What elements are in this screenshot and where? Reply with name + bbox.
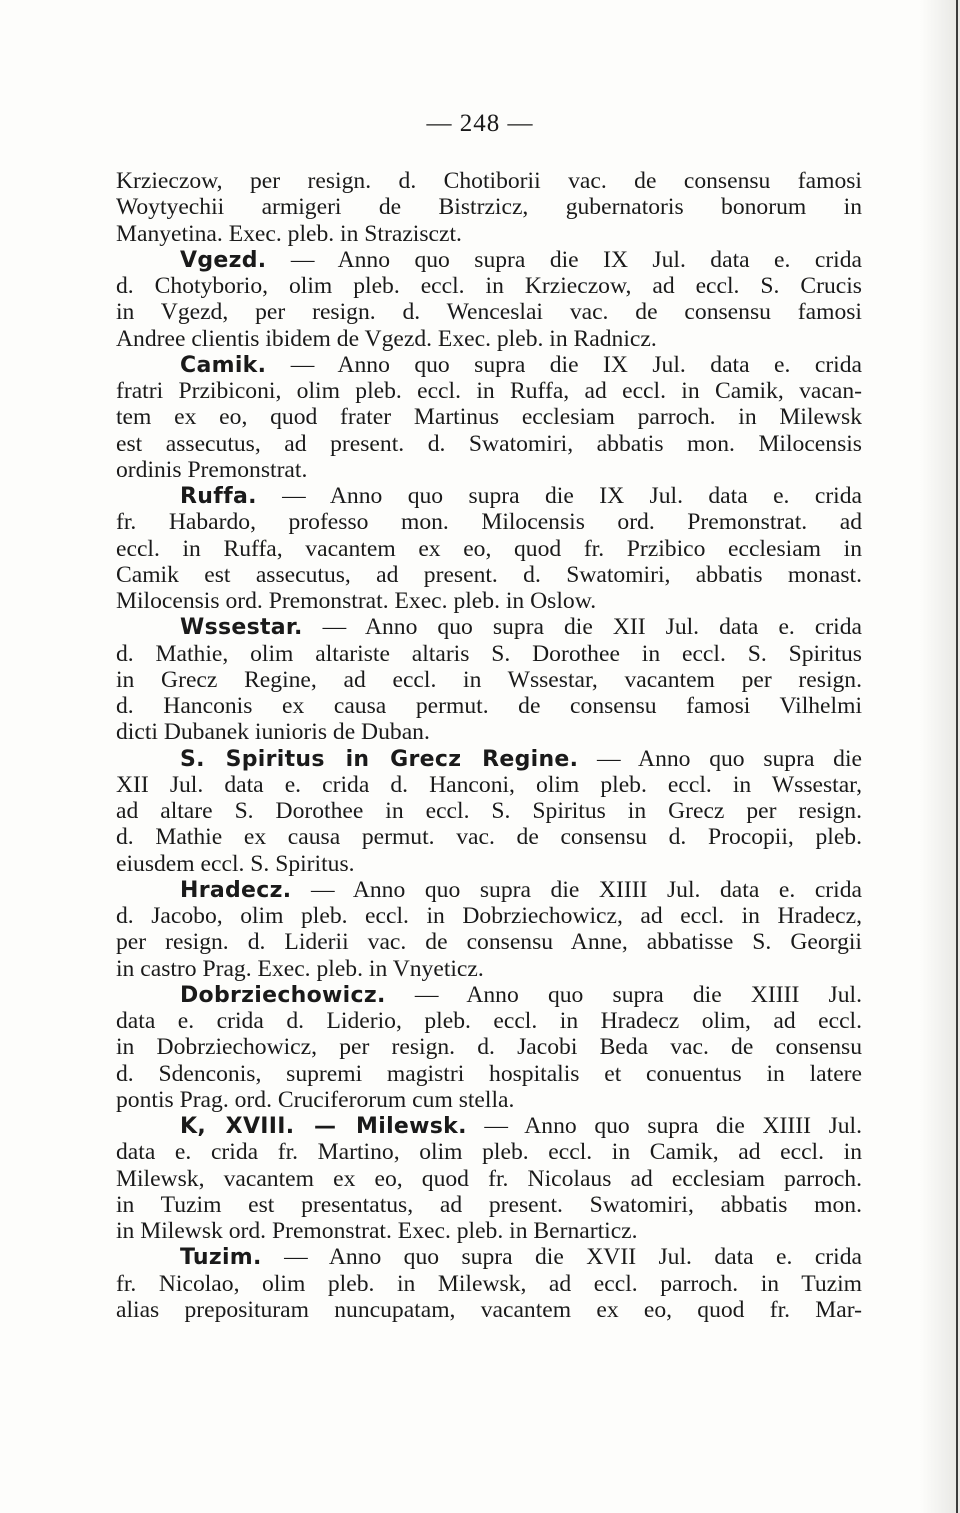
text-line — [116, 1218, 862, 1244]
text-line — [116, 378, 862, 404]
text-line — [116, 772, 862, 798]
line-text: d. Sdenconis, supremi magistri hospitalis et conuentus in latere — [116, 1060, 862, 1087]
line-text: Milewsk, vacantem ex eo, quod fr. Nicolaus ad ecclesiam parroch. — [116, 1165, 862, 1192]
line-text: Woytyechii armigeri de Bistrzicz, gubernatoris bonorum in — [116, 194, 862, 221]
text-line — [116, 588, 862, 614]
line-text: — Anno quo supra die — [578, 745, 862, 772]
line-text: Andree clientis ibidem de Vgezd. Exec. pleb. in Radnicz. — [116, 325, 657, 352]
line-text: d. Hanconis ex causa permut. de consensu famosi Vilhelmi — [116, 693, 862, 719]
entry-heading-line — [116, 247, 862, 273]
text-line — [116, 562, 862, 588]
line-text: — Anno quo supra die XIIII Jul. — [466, 1113, 862, 1139]
text-line — [116, 956, 862, 982]
text-line — [116, 1271, 862, 1297]
line-text: d. Chotyborio, olim pleb. eccl. in Krzieczow, ad eccl. S. Crucis — [116, 273, 862, 299]
entry-headword: Dobrziechowicz. — [180, 982, 386, 1008]
line-text: est assecutus, ad present. d. Swatomiri, abbatis mon. Milocensis — [116, 430, 862, 457]
line-text: Milocensis ord. Premonstrat. Exec. pleb. in Oslow. — [116, 588, 597, 614]
entry-headword: K, XVIII. — Milewsk. — [180, 1114, 467, 1139]
line-text: in Grecz Regine, ad eccl. in Wssestar, vacantem per resign. — [116, 666, 862, 693]
line-text: per resign. d. Liderii vac. de consensu Anne, abbatisse S. Georgii — [116, 929, 862, 956]
line-text: Krzieczow, per resign. d. Chotiborii vac. de consensu famosi — [116, 168, 862, 194]
line-text: fr. Nicolao, olim pleb. in Milewsk, ad eccl. parroch. in Tuzim — [116, 1270, 862, 1297]
line-text: — Anno quo supra die XIIII Jul. data e. crida — [291, 876, 862, 903]
line-text: fr. Habardo, professo mon. Milocensis ord. Premonstrat. ad — [116, 509, 862, 536]
text-line — [116, 798, 862, 824]
entry-headword: Camik. — [180, 352, 267, 378]
line-text: pontis Prag. ord. Cruciferorum cum stella. — [116, 1086, 515, 1113]
line-text: — Anno quo supra die XIIII Jul. — [385, 981, 862, 1008]
line-text: in Milewsk ord. Premonstrat. Exec. pleb. in Bernarticz. — [116, 1218, 638, 1244]
line-text: Camik est assecutus, ad present. d. Swatomiri, abbatis monast. — [116, 561, 862, 588]
text-line — [116, 1087, 862, 1113]
text-line — [116, 168, 862, 194]
text-line — [116, 1034, 862, 1060]
line-text: — Anno quo supra die IX Jul. data e. crida — [256, 483, 862, 509]
entry-heading-line — [116, 877, 862, 903]
line-text: — Anno quo supra die XII Jul. data e. crida — [302, 614, 862, 641]
text-line — [116, 299, 862, 325]
entry-heading-line — [116, 614, 862, 640]
line-text: XII Jul. data e. crida d. Hanconi, olim pleb. eccl. in Wssestar, — [116, 771, 862, 798]
text-line — [116, 667, 862, 693]
entry-headword: Ruffa. — [180, 484, 257, 509]
line-text: fratri Przibiconi, olim pleb. eccl. in Ruffa, ad eccl. in Camik, vacan- — [116, 378, 862, 404]
text-line — [116, 929, 862, 955]
text-line — [116, 221, 862, 247]
entry-headword: Vgezd. — [180, 247, 267, 273]
page-edge-line — [956, 0, 958, 1513]
line-text: eccl. in Ruffa, vacantem ex eo, quod fr. Przibico ecclesiam in — [116, 535, 862, 562]
page-number: — 248 — — [426, 110, 534, 137]
entry-headword: Wssestar. — [180, 615, 303, 641]
text-line — [116, 851, 862, 877]
text-line — [116, 273, 862, 299]
text-line — [116, 1297, 862, 1323]
text-line — [116, 1139, 862, 1165]
line-text: in Tuzim est presentatus, ad present. Swatomiri, abbatis mon. — [116, 1191, 862, 1218]
line-text: in Dobrziechowicz, per resign. d. Jacobi Beda vac. de consensu — [116, 1034, 862, 1061]
line-text: data e. crida fr. Martino, olim pleb. eccl. in Camik, ad eccl. in — [116, 1139, 862, 1166]
text-line — [116, 326, 862, 352]
text-line — [116, 903, 862, 929]
line-text: d. Jacobo, olim pleb. eccl. in Dobrziechowicz, ad eccl. in Hradecz, — [116, 903, 862, 929]
line-text: Manyetina. Exec. pleb. in Strazisczt. — [116, 220, 462, 247]
text-line — [116, 457, 862, 483]
text-line — [116, 719, 862, 745]
text-line — [116, 404, 862, 430]
entry-heading-line — [116, 1113, 862, 1139]
text-line — [116, 1008, 862, 1034]
line-text: ordinis Premonstrat. — [116, 456, 308, 483]
line-text: alias preposituram nuncupatam, vacantem ex eo, quod fr. Mar- — [116, 1296, 862, 1323]
body-text — [116, 168, 862, 1323]
entry-heading-line — [116, 1244, 862, 1270]
page-edge-shadow — [920, 0, 960, 1513]
entry-heading-line — [116, 352, 862, 378]
entry-headword: Tuzim. — [180, 1245, 262, 1271]
text-line — [116, 1166, 862, 1192]
line-text: — Anno quo supra die IX Jul. data e. crida — [266, 351, 862, 378]
entry-heading-line — [116, 982, 862, 1008]
text-line — [116, 693, 862, 719]
line-text: in castro Prag. Exec. pleb. in Vnyeticz. — [116, 955, 484, 982]
line-text: ad altare S. Dorothee in eccl. S. Spiritus in Grecz per resign. — [116, 798, 862, 824]
entry-heading-line — [116, 483, 862, 509]
line-text: eiusdem eccl. S. Spiritus. — [116, 850, 355, 877]
text-line — [116, 509, 862, 535]
line-text: — Anno quo supra die IX Jul. data e. crida — [266, 246, 862, 273]
line-text: d. Mathie ex causa permut. vac. de consensu d. Procopii, pleb. — [116, 824, 862, 851]
text-line — [116, 536, 862, 562]
text-line — [116, 824, 862, 850]
entry-headword: S. Spiritus in Grecz Regine. — [180, 746, 579, 772]
line-text: tem ex eo, quod frater Martinus ecclesiam parroch. in Milewsk — [116, 404, 862, 431]
text-line — [116, 1192, 862, 1218]
text-line — [116, 1061, 862, 1087]
text-line — [116, 194, 862, 220]
line-text: dicti Dubanek iunioris de Duban. — [116, 719, 430, 746]
entry-headword: Hradecz. — [180, 877, 292, 903]
text-line — [116, 641, 862, 667]
line-text: d. Mathie, olim altariste altaris S. Dorothee in eccl. S. Spiritus — [116, 640, 862, 667]
entry-heading-line — [116, 746, 862, 772]
line-text: — Anno quo supra die XVII Jul. data e. crida — [261, 1244, 862, 1271]
text-line — [116, 431, 862, 457]
line-text: in Vgezd, per resign. d. Wenceslai vac. de consensu famosi — [116, 299, 862, 326]
line-text: data e. crida d. Liderio, pleb. eccl. in Hradecz olim, ad eccl. — [116, 1008, 862, 1034]
